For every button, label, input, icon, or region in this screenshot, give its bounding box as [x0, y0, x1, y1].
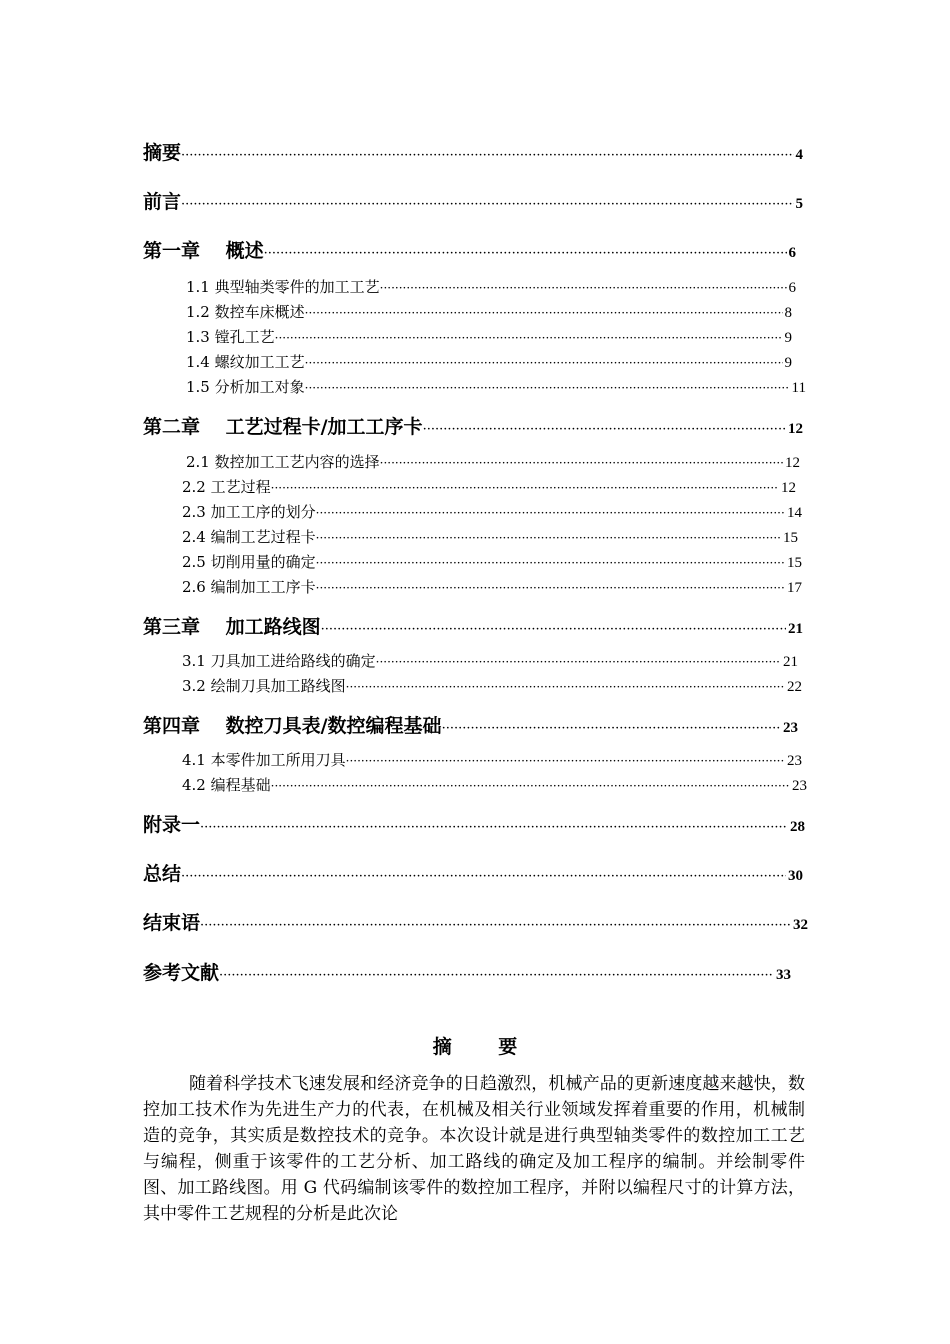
toc-entry-label: 第三章 加工路线图 [143, 616, 321, 638]
toc-entry[interactable] [182, 675, 802, 696]
toc-entry[interactable] [182, 476, 796, 497]
toc-entry[interactable] [143, 187, 803, 214]
toc-entry-page: 21 [788, 621, 803, 637]
toc-entry-page: 28 [790, 819, 805, 835]
toc-entry-page: 4 [795, 147, 803, 163]
toc-entry-page: 23 [792, 778, 807, 794]
toc-leader [271, 779, 790, 793]
toc-entry-label: 1.5 分析加工对象 [186, 378, 305, 396]
toc-entry[interactable] [143, 908, 808, 935]
toc-leader [346, 754, 785, 768]
toc-entry-page: 5 [795, 196, 803, 212]
toc-entry-label: 3.2 绘制刀具加工路线图 [182, 677, 346, 695]
toc-leader [380, 281, 787, 295]
abstract-body: 随着科学技术飞速发展和经济竞争的日趋激烈，机械产品的更新速度越来越快，数控加工技术作为先进生产力的代表，在机械及相关行业领域发挥着重要的作用，机械制造的竞争，其实质是数控技术的竞争。本次设计就是进行典型轴类零件的数控加工工艺与编程，侧重于该零件的工艺分析、加工路线的确定及加工程序的编制。并绘制零件图、加工路线图。用 G 代码编制该零件的数控加工程序，并附以编程尺寸的计算方法，其中零件工艺规程的分析是此次论 [143, 1074, 805, 1224]
toc-entry-page: 15 [787, 555, 802, 571]
toc-entry-label: 附录一 [143, 814, 201, 836]
toc-leader [316, 581, 785, 595]
toc-entry-label: 4.2 编程基础 [182, 776, 271, 794]
toc-entry-page: 11 [791, 380, 806, 396]
toc-entry-page: 6 [788, 280, 796, 296]
toc-entry-label: 2.6 编制加工工序卡 [182, 578, 316, 596]
toc-entry[interactable] [182, 576, 802, 597]
toc-entry-page: 32 [793, 917, 808, 933]
toc-entry[interactable] [143, 711, 798, 738]
toc-leader [200, 918, 791, 933]
toc-entry-label: 1.1 典型轴类零件的加工工艺 [186, 278, 380, 296]
toc-leader [181, 869, 786, 884]
toc-entry[interactable] [182, 551, 802, 572]
toc-entry-label: 结束语 [143, 912, 201, 934]
toc-entry-label: 第二章 工艺过程卡/加工工序卡 [143, 416, 423, 438]
toc-leader [380, 456, 783, 470]
toc-leader [200, 820, 788, 835]
toc-entry[interactable] [186, 376, 806, 397]
toc-entry-page: 9 [784, 355, 792, 371]
toc-leader [264, 246, 787, 261]
toc-entry-label: 第四章 数控刀具表/数控编程基础 [143, 715, 442, 737]
toc-entry-page: 15 [783, 530, 798, 546]
toc-leader [423, 422, 786, 437]
toc-entry-page: 12 [781, 480, 796, 496]
toc-entry[interactable] [143, 236, 796, 263]
toc-entry-label: 2.1 数控加工工艺内容的选择 [186, 453, 380, 471]
toc-entry-label: 2.3 加工工序的划分 [182, 503, 316, 521]
toc-leader [346, 680, 785, 694]
toc-entry-page: 33 [776, 967, 791, 983]
toc-entry-page: 23 [787, 753, 802, 769]
toc-entry[interactable] [143, 859, 803, 886]
toc-entry[interactable] [186, 326, 792, 347]
toc-entry[interactable] [182, 650, 798, 671]
toc-leader [305, 306, 783, 320]
toc-entry-label: 2.4 编制工艺过程卡 [182, 528, 316, 546]
toc-entry[interactable] [143, 958, 791, 985]
toc-entry-page: 23 [783, 720, 798, 736]
toc-entry[interactable] [182, 526, 798, 547]
toc-entry-label: 摘要 [143, 142, 182, 164]
toc-entry-label: 前言 [143, 191, 182, 213]
toc-leader [316, 531, 781, 545]
toc-entry[interactable] [143, 612, 803, 639]
toc-entry-page: 6 [788, 245, 796, 261]
toc-entry-label: 4.1 本零件加工所用刀具 [182, 751, 346, 769]
toc-entry-label: 1.2 数控车床概述 [186, 303, 305, 321]
toc-entry-label: 1.3 镗孔工艺 [186, 328, 275, 346]
toc-entry[interactable] [143, 138, 803, 165]
toc-entry[interactable] [182, 749, 802, 770]
toc-entry-label: 第一章 概述 [143, 240, 264, 262]
toc-entry-label: 总结 [143, 863, 182, 885]
toc-leader [271, 481, 779, 495]
toc-entry-label: 2.5 切削用量的确定 [182, 553, 316, 571]
toc-entry-label: 参考文献 [143, 962, 220, 984]
toc-leader [442, 721, 781, 736]
toc-entry[interactable] [186, 301, 792, 322]
toc-entry-page: 12 [788, 421, 803, 437]
toc-entry-label: 1.4 螺纹加工工艺 [186, 353, 305, 371]
toc-entry[interactable] [143, 412, 803, 439]
toc-entry-page: 8 [784, 305, 792, 321]
toc-entry-page: 12 [785, 455, 800, 471]
toc-entry[interactable] [143, 810, 805, 837]
toc-entry-page: 30 [788, 868, 803, 884]
toc-leader [316, 506, 785, 520]
toc-entry[interactable] [182, 774, 807, 795]
toc-entry-page: 14 [787, 505, 802, 521]
toc-entry[interactable] [182, 501, 802, 522]
toc-entry-page: 9 [784, 330, 792, 346]
abstract-title: 摘 要 [432, 1036, 538, 1058]
toc-entry-page: 22 [787, 679, 802, 695]
toc-entry[interactable] [186, 351, 792, 372]
toc-leader [376, 655, 781, 669]
toc-entry-page: 21 [783, 654, 798, 670]
toc-leader [305, 356, 783, 370]
toc-leader [219, 968, 774, 983]
toc-leader [181, 197, 793, 212]
toc-entry-label: 3.1 刀具加工进给路线的确定 [182, 652, 376, 670]
toc-leader [305, 381, 790, 395]
toc-entry[interactable] [186, 451, 800, 472]
toc-leader [275, 331, 783, 345]
toc-entry-page: 17 [787, 580, 802, 596]
toc-leader [181, 148, 793, 163]
toc-entry[interactable] [186, 276, 796, 297]
toc-leader [316, 556, 785, 570]
toc-leader [321, 622, 786, 637]
toc-entry-label: 2.2 工艺过程 [182, 478, 271, 496]
